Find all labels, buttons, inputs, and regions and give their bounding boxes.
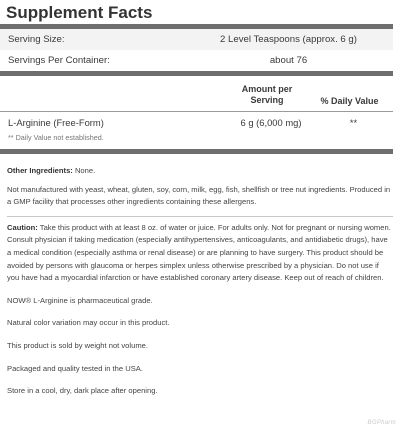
ingredient-name: L-Arginine (Free-Form) bbox=[8, 116, 104, 128]
amount-header-line1: Amount per bbox=[241, 84, 293, 94]
manufacturing-note: Not manufactured with yeast, wheat, gluten, soy, corn, milk, egg, fish, shellfish or tree nut ingredients. Produced in a GMP facility that processes other ingredients containing these allergens. bbox=[7, 184, 391, 207]
supplement-facts-panel bbox=[0, 0, 393, 154]
statement-packaged: Packaged and quality tested in the USA. bbox=[7, 363, 143, 373]
caution-label: Caution: bbox=[7, 222, 38, 232]
serving-size-row bbox=[0, 29, 393, 50]
other-ingredients-label: Other Ingredients: bbox=[7, 166, 73, 175]
servings-per-container-row bbox=[0, 50, 393, 71]
statement-grade: NOW® L-Arginine is pharmaceutical grade. bbox=[7, 295, 153, 305]
table-header bbox=[0, 76, 393, 111]
ingredient-dv: ** bbox=[349, 116, 358, 128]
table-row bbox=[0, 112, 393, 132]
statement-weight: This product is sold by weight not volume. bbox=[7, 340, 148, 350]
amount-header-line2: Serving bbox=[250, 95, 284, 105]
label-text bbox=[7, 165, 393, 398]
other-ingredients bbox=[7, 165, 393, 178]
caution-paragraph bbox=[7, 222, 393, 285]
panel-title: Supplement Facts bbox=[6, 3, 153, 22]
bottom-divider bbox=[0, 149, 393, 154]
statement-storage: Store in a cool, dry, dark place after opening. bbox=[7, 386, 158, 396]
section-divider bbox=[7, 216, 393, 217]
serving-size-label: Serving Size: bbox=[8, 34, 65, 45]
other-ingredients-text: None. bbox=[72, 166, 96, 175]
amount-per-serving-header bbox=[228, 84, 306, 106]
footnote: ** Daily Value not established. bbox=[8, 133, 104, 142]
ingredient-amount: 6 g (6,000 mg) bbox=[240, 116, 302, 128]
daily-value-header: % Daily Value bbox=[320, 96, 379, 106]
caution-text: Take this product with at least 8 oz. of water or juice. For adults only. Not for pregnant or nursing women. Consult physician if taking medication (especially antihypertensives, anticoagulants, and antidiabetic drugs), have a medical condition (especially asthma or renal disease) or are planning to have surgery. This product should be avoided by persons with glaucoma or herpes simplex unless otherwise prescribed by a physician. Do not use if you have had a myocardial infarction or have established coronary artery disease. Keep out of reach of children. bbox=[7, 222, 391, 283]
servings-per-container-label: Servings Per Container: bbox=[8, 55, 110, 66]
servings-per-container-value: about 76 bbox=[269, 55, 308, 66]
statement-color: Natural color variation may occur in this product. bbox=[7, 318, 170, 328]
serving-size-value: 2 Level Teaspoons (approx. 6 g) bbox=[220, 34, 357, 45]
watermark: BGPharm bbox=[367, 420, 396, 426]
